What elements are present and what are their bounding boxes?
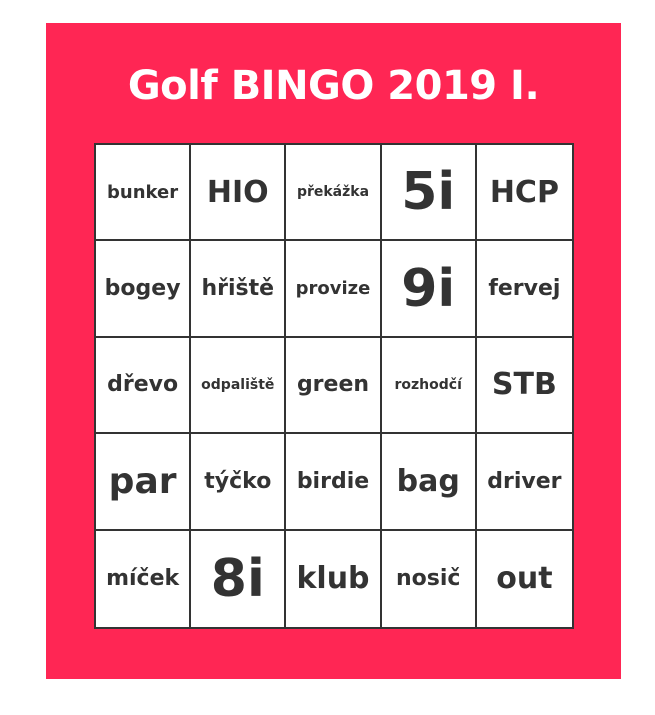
- bingo-cell[interactable]: 9i: [382, 241, 477, 337]
- bingo-cell[interactable]: bag: [382, 434, 477, 530]
- bingo-cell[interactable]: bunker: [96, 145, 191, 241]
- bingo-cell[interactable]: dřevo: [96, 338, 191, 434]
- bingo-cell[interactable]: par: [96, 434, 191, 530]
- bingo-cell[interactable]: bogey: [96, 241, 191, 337]
- bingo-cell[interactable]: klub: [286, 531, 381, 627]
- bingo-cell[interactable]: birdie: [286, 434, 381, 530]
- bingo-cell[interactable]: HIO: [191, 145, 286, 241]
- bingo-grid: [94, 143, 574, 629]
- bingo-cell[interactable]: rozhodčí: [382, 338, 477, 434]
- page-title: Golf BINGO 2019 I.: [127, 63, 540, 109]
- bingo-cell[interactable]: fervej: [477, 241, 572, 337]
- bingo-cell[interactable]: nosič: [382, 531, 477, 627]
- bingo-cell[interactable]: překážka: [286, 145, 381, 241]
- bingo-cell[interactable]: 5i: [382, 145, 477, 241]
- bingo-cell[interactable]: provize: [286, 241, 381, 337]
- bingo-cell[interactable]: míček: [96, 531, 191, 627]
- bingo-cell[interactable]: STB: [477, 338, 572, 434]
- bingo-cell[interactable]: odpaliště: [191, 338, 286, 434]
- bingo-cell[interactable]: hřiště: [191, 241, 286, 337]
- bingo-cell[interactable]: out: [496, 561, 553, 597]
- bingo-cell[interactable]: 8i: [191, 531, 286, 627]
- bingo-cell[interactable]: HCP: [477, 145, 572, 241]
- bingo-cell[interactable]: týčko: [191, 434, 286, 530]
- bingo-cell[interactable]: green: [286, 338, 381, 434]
- bingo-card: [46, 23, 621, 679]
- bingo-cell[interactable]: driver: [477, 434, 572, 530]
